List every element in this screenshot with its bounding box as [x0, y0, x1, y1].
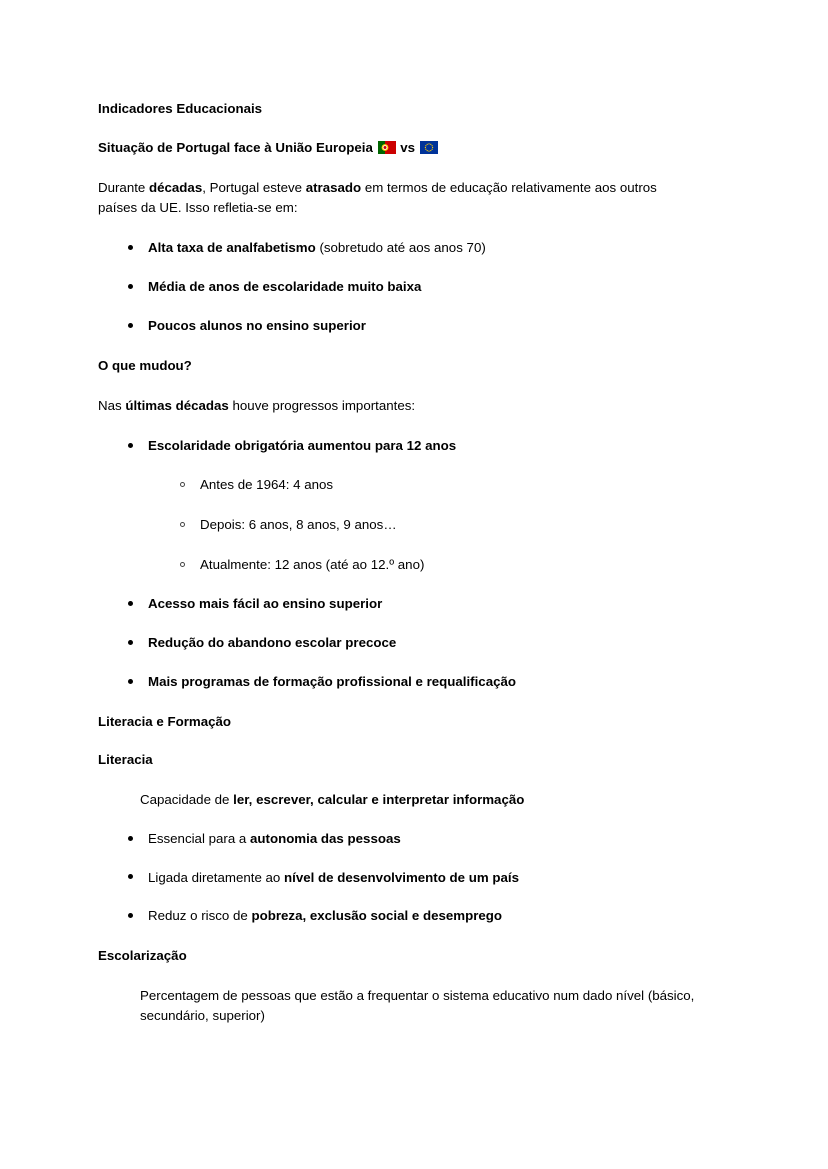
bold-text-run: vs: [396, 139, 419, 155]
list-bullet-marker: [128, 436, 140, 456]
progressos-paragraph: [98, 396, 697, 416]
text-run: Nas: [98, 397, 126, 413]
text-run: (sobretudo até aos anos 70): [315, 240, 486, 256]
sublist-bullet-marker: [180, 555, 185, 575]
text-run: houve progressos importantes:: [228, 397, 416, 413]
bold-text-run: O que mudou?: [98, 357, 192, 373]
filled-bullet-icon: [128, 679, 133, 684]
list-bullet-marker: [128, 277, 140, 297]
document-body: [98, 100, 697, 1027]
section-heading-literacia-formacao: [98, 713, 697, 732]
filled-bullet-icon: [128, 323, 133, 328]
list-bullet-marker: [128, 238, 140, 258]
sublist-item-text: [200, 477, 333, 492]
bold-text-run: últimas décadas: [125, 397, 229, 413]
sublist-bullet-marker: [180, 475, 185, 495]
text-run: Atualmente: 12 anos (até ao 12.º ano): [200, 556, 425, 572]
list-item-text: [148, 635, 396, 650]
list-item-text: [148, 908, 502, 923]
filled-bullet-icon: [128, 874, 133, 879]
hollow-bullet-icon: [180, 482, 185, 487]
text-run: Depois: 6 anos, 8 anos, 9 anos…: [200, 516, 397, 532]
list-bullet-marker: [128, 829, 140, 849]
sublist-escolaridade-evolucao: [148, 475, 697, 575]
list-item-escolaridade-obrigatoria: [98, 436, 697, 575]
list-item-acesso-superior: [98, 594, 697, 614]
list-item-abandono-escolar: [98, 633, 697, 653]
bold-text-run: Mais programas de formação profissional e requalificação: [148, 673, 517, 689]
text-run: Reduz o risco de: [148, 908, 252, 924]
list-item-text: [148, 870, 519, 885]
sublist-item-depois: [148, 515, 697, 535]
list-item-ensino-superior: [98, 316, 697, 336]
list-atraso-indicadores: [98, 238, 697, 336]
list-item-analfabetismo: [98, 238, 697, 258]
list-item-text: [148, 438, 456, 453]
sublist-bullet-marker: [180, 515, 185, 535]
list-item-autonomia: [98, 829, 697, 849]
bold-text-run: Acesso mais fácil ao ensino superior: [148, 595, 383, 611]
bold-text-run: Escolarização: [98, 948, 187, 964]
list-item-text: [148, 596, 382, 611]
sublist-item-antes-1964: [148, 475, 697, 495]
bold-text-run: Redução do abandono escolar precoce: [148, 634, 397, 650]
bold-text-run: Média de anos de escolaridade muito baixa: [148, 279, 422, 295]
text-run: Essencial para a: [148, 830, 250, 846]
bold-text-run: Alta taxa de analfabetismo: [148, 240, 316, 256]
list-item-pobreza: [98, 906, 697, 926]
filled-bullet-icon: [128, 640, 133, 645]
bold-text-run: atrasado: [305, 179, 362, 195]
bold-text-run: Literacia: [98, 752, 153, 768]
subsection-heading-literacia: [98, 751, 697, 770]
list-bullet-marker: [128, 906, 140, 926]
bold-text-run: autonomia das pessoas: [250, 830, 401, 846]
list-bullet-marker: [128, 633, 140, 653]
bold-text-run: Escolaridade obrigatória aumentou para 12 anos: [148, 438, 457, 454]
section-heading-o-que-mudou: [98, 357, 697, 376]
hollow-bullet-icon: [180, 522, 185, 527]
list-bullet-marker: [128, 316, 140, 336]
bold-text-run: pobreza, exclusão social e desemprego: [251, 908, 503, 924]
list-item-media-escolaridade: [98, 277, 697, 297]
bold-text-run: Situação de Portugal face à União Europeia: [98, 139, 377, 155]
bold-text-run: Indicadores Educacionais: [98, 101, 263, 116]
subsection-heading-escolarizacao: [98, 947, 697, 966]
list-bullet-marker: [128, 868, 140, 888]
bold-text-run: nível de desenvolvimento de um país: [284, 869, 520, 885]
list-item-text: [148, 279, 421, 294]
sublist-item-text: [200, 557, 424, 572]
filled-bullet-icon: [128, 913, 133, 918]
list-item-text: [148, 831, 401, 846]
list-progressos: [98, 436, 697, 692]
page-title: [98, 100, 697, 119]
flag-portugal-icon: [378, 141, 396, 154]
filled-bullet-icon: [128, 601, 133, 606]
sublist-item-atualmente: [148, 555, 697, 575]
list-bullet-marker: [128, 594, 140, 614]
filled-bullet-icon: [128, 245, 133, 250]
list-literacia-importancia: [98, 829, 697, 927]
bold-text-run: décadas: [149, 179, 203, 195]
text-run: Percentagem de pessoas que estão a frequentar o sistema educativo num dado nível (básico, secundário, superior): [140, 988, 695, 1024]
list-bullet-marker: [128, 672, 140, 692]
section-heading-situacao: [98, 139, 697, 158]
bold-text-run: Literacia e Formação: [98, 713, 232, 729]
list-item-text: [148, 240, 486, 255]
list-item-text: [148, 318, 366, 333]
list-item-text: [148, 674, 516, 689]
list-item-desenvolvimento: [98, 868, 697, 888]
bold-text-run: Poucos alunos no ensino superior: [148, 318, 366, 334]
intro-paragraph: [98, 178, 697, 218]
escolarizacao-definition: [140, 986, 697, 1026]
text-run: Durante: [98, 179, 149, 195]
bold-text-run: ler, escrever, calcular e interpretar informação: [233, 792, 525, 808]
list-item-formacao-profissional: [98, 672, 697, 692]
filled-bullet-icon: [128, 836, 133, 841]
text-run: em termos de educação relativamente aos outros países da UE. Isso refletia-se em:: [98, 179, 657, 215]
sublist-item-text: [200, 517, 397, 532]
filled-bullet-icon: [128, 443, 133, 448]
text-run: Antes de 1964: 4 anos: [200, 476, 334, 492]
literacia-definition: [140, 790, 697, 810]
text-run: Ligada diretamente ao: [148, 869, 285, 885]
text-run: Capacidade de: [140, 792, 234, 808]
filled-bullet-icon: [128, 284, 133, 289]
hollow-bullet-icon: [180, 562, 185, 567]
flag-european-union-icon: [420, 141, 438, 154]
text-run: , Portugal esteve: [202, 179, 306, 195]
